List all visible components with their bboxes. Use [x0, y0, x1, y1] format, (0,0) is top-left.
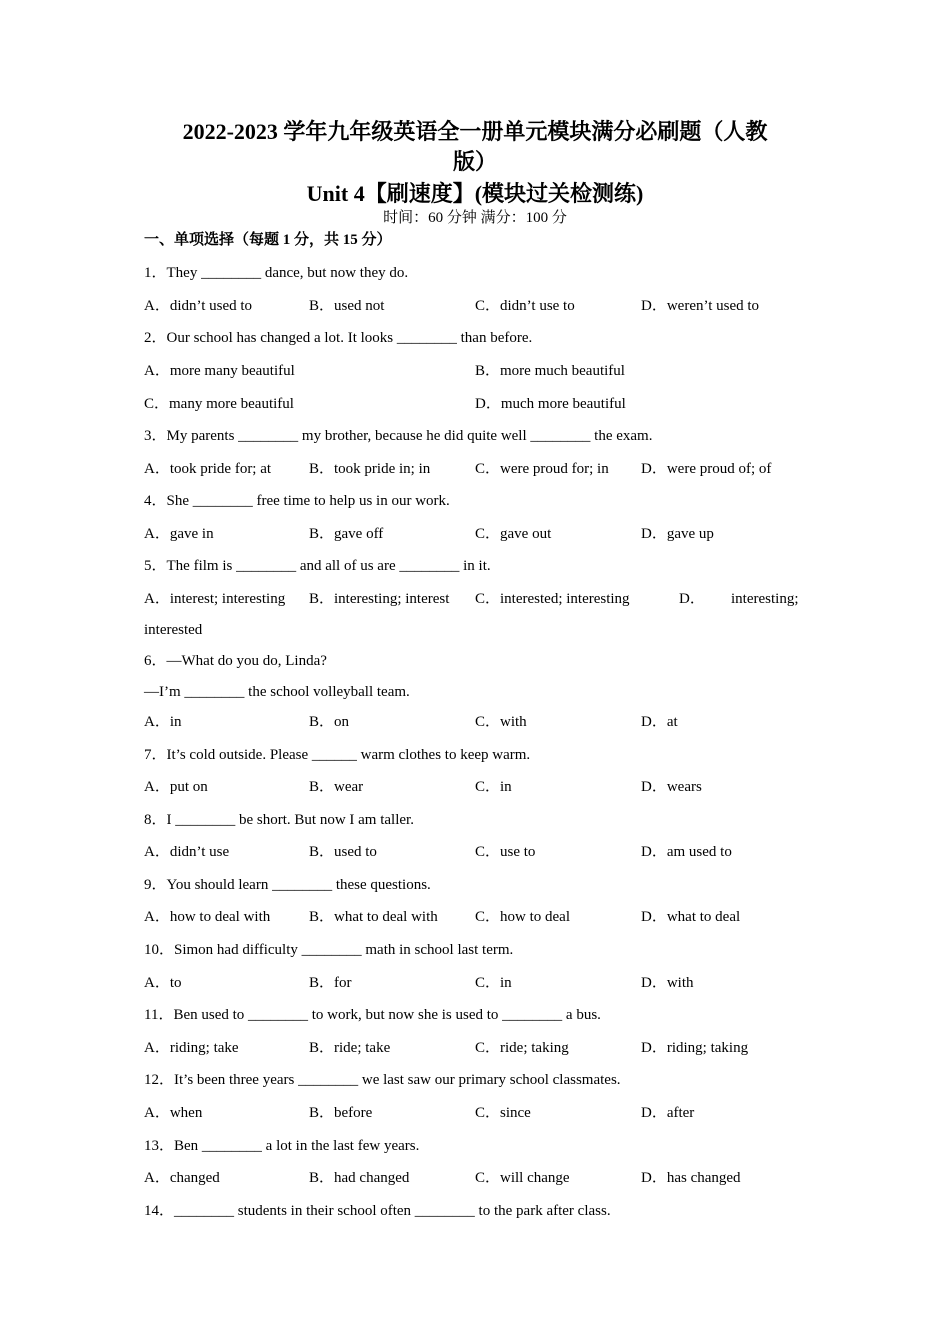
option-c: C．with	[475, 714, 527, 730]
option-a: A．gave in	[144, 526, 214, 542]
option-d: D．were proud of; of	[641, 461, 772, 477]
option-b: B．more much beautiful	[475, 363, 625, 379]
question-stem: 8．I ________ be short. But now I am taller.	[144, 812, 414, 828]
question-stem: 11．Ben used to ________ to work, but now she is used to ________ a bus.	[144, 1007, 601, 1023]
section-heading: 一、单项选择（每题 1 分，共 15 分）	[144, 232, 392, 248]
option-b: B．ride; take	[309, 1040, 391, 1056]
option-b: B．what to deal with	[309, 909, 438, 925]
option-d: D．much more beautiful	[475, 396, 626, 412]
option-b: B．on	[309, 714, 350, 730]
question-stem: 14．________ students in their school often ________ to the park after class.	[144, 1203, 611, 1219]
option-d: D．gave up	[641, 526, 714, 542]
option-b: B．interesting; interest	[309, 591, 450, 607]
option-d: D．wears	[641, 779, 702, 795]
option-c: C．use to	[475, 844, 536, 860]
question-stem: 10．Simon had difficulty ________ math in school last term.	[144, 942, 514, 958]
option-a: A．interest; interesting	[144, 591, 286, 607]
option-a: A．to	[144, 975, 182, 991]
option-a: A．took pride for; at	[144, 461, 272, 477]
question-stem: 2．Our school has changed a lot. It looks ________ than before.	[144, 330, 533, 346]
option-b: B．used not	[309, 298, 385, 314]
question-stem: 5．The film is ________ and all of us are ________ in it.	[144, 558, 491, 574]
option-d: D．what to deal	[641, 909, 741, 925]
option-b: B．gave off	[309, 526, 384, 542]
option-c: C．will change	[475, 1170, 570, 1186]
option-b: B．had changed	[309, 1170, 410, 1186]
option-a: A．put on	[144, 779, 208, 795]
question-stem: 9．You should learn ________ these questions.	[144, 877, 431, 893]
option-c: C．how to deal	[475, 909, 570, 925]
question-stem: 3．My parents ________ my brother, because he did quite well ________ the exam.	[144, 428, 653, 444]
option-b: B．before	[309, 1105, 373, 1121]
time-info: 时间：60 分钟 满分：100 分	[383, 210, 567, 226]
option-a: A．didn’t used to	[144, 298, 253, 314]
option-c: C．many more beautiful	[144, 396, 294, 412]
option-d: D．am used to	[641, 844, 732, 860]
question-stem: 12．It’s been three years ________ we last saw our primary school classmates.	[144, 1072, 621, 1088]
option-a: A．didn’t use	[144, 844, 230, 860]
option-b: B．took pride in; in	[309, 461, 431, 477]
option-d: D．with	[641, 975, 694, 991]
option-a: A．when	[144, 1105, 203, 1121]
question-stem: 7．It’s cold outside. Please ______ warm clothes to keep warm.	[144, 747, 531, 763]
title-line-1: 2022-2023 学年九年级英语全一册单元模块满分必刷题（人教	[182, 119, 768, 144]
option-c: C．interested; interesting	[475, 591, 630, 607]
question-stem-line-2: —I’m ________ the school volleyball team.	[144, 684, 410, 700]
option-d: D．has changed	[641, 1170, 741, 1186]
option-c: C．gave out	[475, 526, 552, 542]
option-b: B．used to	[309, 844, 377, 860]
option-c: C．were proud for; in	[475, 461, 609, 477]
option-d: D．weren’t used to	[641, 298, 760, 314]
option-d-letter: D．	[679, 591, 705, 607]
question-stem: 4．She ________ free time to help us in our work.	[144, 493, 450, 509]
title-line-3: Unit 4【刷速度】(模块过关检测练)	[306, 181, 644, 206]
option-d: D．after	[641, 1105, 695, 1121]
option-d: interesting;	[731, 591, 799, 607]
option-c: C．in	[475, 975, 512, 991]
option-a: A．in	[144, 714, 182, 730]
option-d: D．at	[641, 714, 678, 730]
option-b: B．wear	[309, 779, 364, 795]
option-b: B．for	[309, 975, 352, 991]
option-a: A．changed	[144, 1170, 220, 1186]
title-line-2: 版）	[452, 149, 497, 174]
option-d: D．riding; taking	[641, 1040, 749, 1056]
option-d-continuation: interested	[144, 622, 203, 638]
option-a: A．more many beautiful	[144, 363, 295, 379]
option-a: A．riding; take	[144, 1040, 239, 1056]
option-a: A．how to deal with	[144, 909, 271, 925]
option-c: C．since	[475, 1105, 531, 1121]
question-stem: 1．They ________ dance, but now they do.	[144, 265, 409, 281]
option-c: C．in	[475, 779, 512, 795]
option-c: C．didn’t use to	[475, 298, 575, 314]
option-c: C．ride; taking	[475, 1040, 569, 1056]
question-stem: 13．Ben ________ a lot in the last few years.	[144, 1138, 420, 1154]
question-stem: 6．—What do you do, Linda?	[144, 653, 327, 669]
